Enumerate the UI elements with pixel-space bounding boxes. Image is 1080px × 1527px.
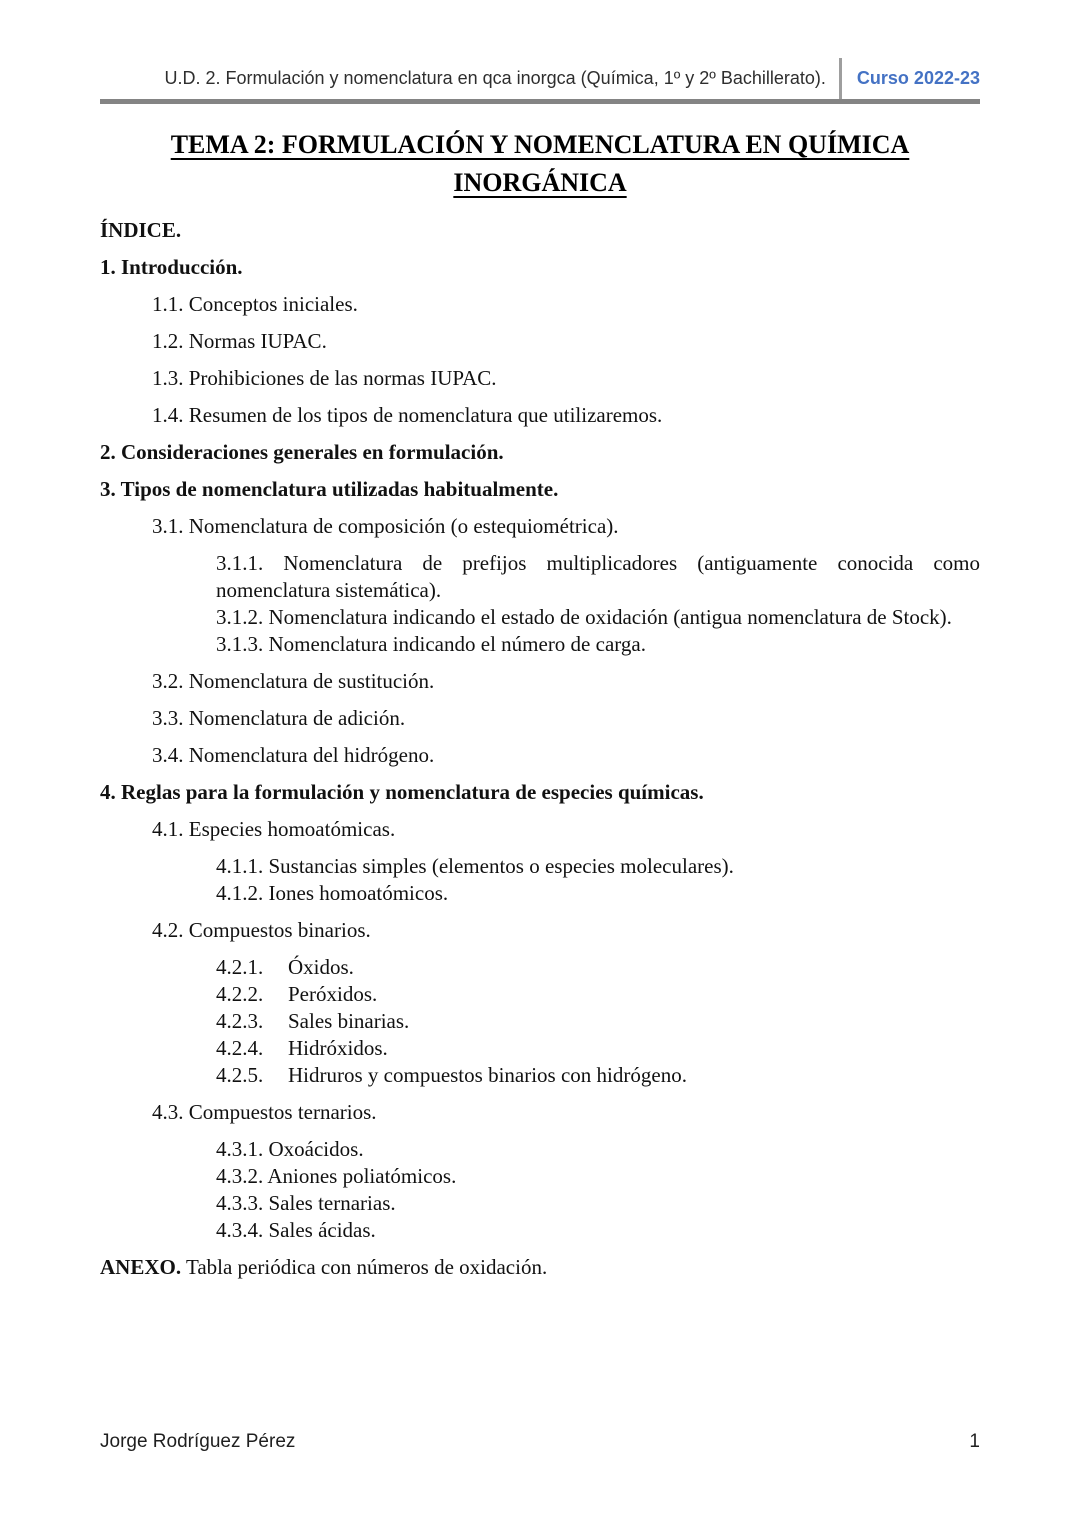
toc-item (216, 981, 980, 1008)
toc-item: 2. Consideraciones generales en formulación. (100, 440, 504, 464)
footer-author: Jorge Rodríguez Pérez (100, 1431, 296, 1452)
toc-item-label: Peróxidos. (288, 982, 378, 1006)
toc-item: 3. Tipos de nomenclatura utilizadas habitualmente. (100, 477, 559, 501)
toc-item: 4.3.2. Aniones poliatómicos. (216, 1164, 457, 1188)
toc-item-label: Óxidos. (288, 955, 354, 979)
toc-item-number: 4.2.4. (216, 1036, 264, 1060)
toc-item (216, 1035, 980, 1062)
toc-item: 3.1. Nomenclatura de composición (o estequiométrica). (152, 514, 619, 538)
toc-item: 3.3. Nomenclatura de adición. (152, 706, 406, 730)
toc-item (216, 1062, 980, 1089)
table-of-contents (100, 217, 980, 1281)
toc-item (216, 954, 980, 981)
toc-item: 1.2. Normas IUPAC. (152, 329, 327, 353)
page-footer (100, 1431, 980, 1453)
toc-item-number: 4.2.1. (216, 955, 264, 979)
toc-items (100, 254, 980, 1281)
header-divider (839, 58, 842, 99)
toc-item-number: 4.2.5. (216, 1063, 264, 1087)
toc-item-number: 4.2.3. (216, 1009, 264, 1033)
toc-item: 4. Reglas para la formulación y nomenclatura de especies químicas. (100, 780, 704, 804)
toc-item: ANEXO. Tabla periódica con números de oxidación. (100, 1255, 548, 1279)
toc-item: 1.1. Conceptos iniciales. (152, 292, 358, 316)
toc-item: 4.1.1. Sustancias simples (elementos o especies moleculares). (216, 854, 734, 878)
document-title-line-1: TEMA 2: FORMULACIÓN Y NOMENCLATURA EN QUÍMICA (170, 130, 910, 159)
toc-item-prefix: ANEXO. (100, 1255, 182, 1279)
toc-item: 3.2. Nomenclatura de sustitución. (152, 669, 435, 693)
toc-item (216, 1008, 980, 1035)
toc-item: 4.3. Compuestos ternarios. (152, 1100, 377, 1124)
toc-item: 4.3.4. Sales ácidas. (216, 1218, 376, 1242)
toc-item: 1.3. Prohibiciones de las normas IUPAC. (152, 366, 497, 390)
header-rule (100, 99, 980, 104)
toc-item: 4.3.3. Sales ternarias. (216, 1191, 396, 1215)
document-title-line-2: INORGÁNICA (453, 168, 627, 197)
toc-item: 4.1.2. Iones homoatómicos. (216, 881, 449, 905)
footer-page-number: 1 (969, 1431, 980, 1452)
toc-item-label: Hidróxidos. (288, 1036, 388, 1060)
page-header (100, 58, 980, 99)
toc-item: 3.1.1. Nomenclatura de prefijos multiplicadores (antiguamente conocida como nomenclatura sistemática). (216, 551, 980, 602)
document-title (0, 126, 1080, 202)
header-course-label: Curso 2022-23 (856, 68, 980, 88)
toc-item: 4.3.1. Oxoácidos. (216, 1137, 364, 1161)
toc-item: 3.1.3. Nomenclatura indicando el número de carga. (216, 632, 646, 656)
toc-item: 3.1.2. Nomenclatura indicando el estado de oxidación (antigua nomenclatura de Stock). (216, 605, 952, 629)
toc-item-label: Hidruros y compuestos binarios con hidrógeno. (288, 1063, 687, 1087)
header-unit-title: U.D. 2. Formulación y nomenclatura en qca inorgca (Química, 1º y 2º Bachillerato). (164, 68, 826, 88)
index-heading: ÍNDICE. (100, 218, 182, 242)
toc-item-number: 4.2.2. (216, 982, 264, 1006)
toc-item-label: Sales binarias. (288, 1009, 410, 1033)
toc-item: 4.1. Especies homoatómicas. (152, 817, 396, 841)
toc-item: 4.2. Compuestos binarios. (152, 918, 371, 942)
toc-item: 1.4. Resumen de los tipos de nomenclatura que utilizaremos. (152, 403, 663, 427)
toc-item: 1. Introducción. (100, 255, 243, 279)
toc-item: 3.4. Nomenclatura del hidrógeno. (152, 743, 435, 767)
